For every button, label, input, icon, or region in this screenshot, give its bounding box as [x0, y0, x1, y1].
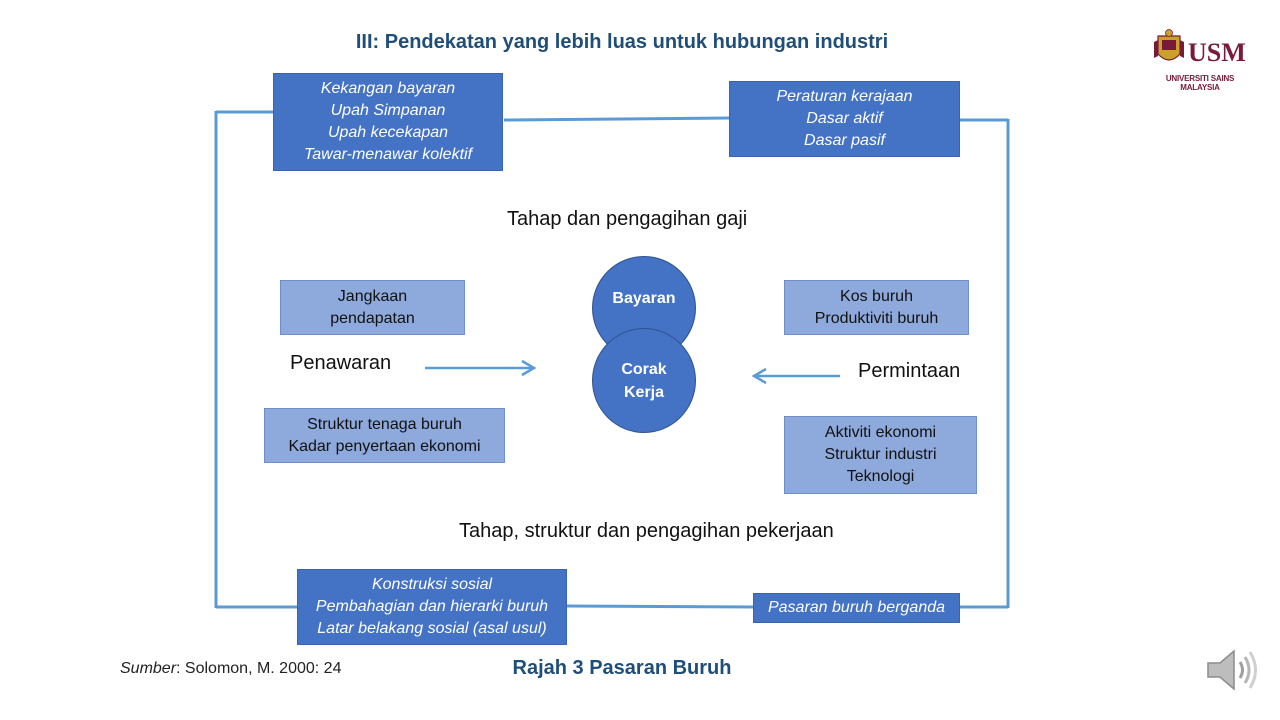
slide-title: III: Pendekatan yang lebih luas untuk hubungan industri — [355, 31, 889, 53]
box-bottom-left — [297, 569, 567, 645]
frame-line-top-middle — [504, 118, 730, 120]
box-line: Kos buruh — [840, 287, 913, 305]
box-line: Pembahagian dan hierarki buruh — [315, 598, 549, 615]
box-bottom-right — [753, 593, 960, 623]
box-line: Jangkaan — [337, 287, 408, 305]
box-line: Peraturan kerajaan — [776, 88, 913, 105]
box-line: Upah kecekapan — [327, 124, 449, 141]
supply-label: Penawaran — [290, 352, 392, 374]
box-line: Kekangan bayaran — [320, 80, 456, 97]
box-line: Teknologi — [846, 468, 915, 485]
supply-box-bottom — [264, 408, 505, 463]
frame-line-bottom-middle — [567, 606, 754, 607]
source-rest: : Solomon, M. 2000: 24 — [176, 660, 342, 677]
box-top-right — [729, 81, 960, 157]
source-prefix: Sumber — [120, 660, 177, 677]
box-line: Pasaran buruh berganda — [767, 599, 946, 616]
demand-box-top — [784, 280, 969, 335]
circle-line: Corak — [621, 360, 667, 378]
employment-level-label: Tahap, struktur dan pengagihan pekerjaan — [459, 520, 834, 542]
wage-level-label: Tahap dan pengagihan gaji — [507, 208, 748, 230]
box-line: pendapatan — [330, 309, 415, 327]
logo-text: UNIVERSITI SAINS MALAYSIA — [1165, 74, 1235, 92]
demand-label: Permintaan — [858, 360, 961, 382]
box-line: Struktur tenaga buruh — [307, 415, 462, 433]
supply-box-top — [280, 280, 465, 335]
box-top-left — [273, 73, 503, 171]
box-line: Konstruksi sosial — [371, 576, 493, 593]
box-line: Struktur industri — [824, 446, 937, 463]
speaker-icon[interactable] — [1204, 645, 1260, 695]
figure-caption: Rajah 3 Pasaran Buruh — [512, 657, 732, 679]
circle-line: Kerja — [623, 383, 665, 401]
circle-corak-kerja — [592, 328, 696, 433]
box-line: Dasar pasif — [804, 132, 885, 149]
box-line: Upah Simpanan — [330, 102, 446, 119]
box-line: Kadar penyertaan ekonomi — [288, 437, 481, 455]
box-line: Produktiviti buruh — [814, 309, 939, 327]
logo-mark: USM — [1188, 38, 1246, 67]
box-line: Aktiviti ekonomi — [824, 424, 937, 441]
box-line: Latar belakang sosial (asal usul) — [317, 620, 547, 637]
circle-line: Bayaran — [612, 290, 676, 307]
box-line: Dasar aktif — [806, 110, 883, 127]
box-line: Tawar-menawar kolektif — [303, 146, 473, 163]
demand-box-bottom — [784, 416, 977, 494]
